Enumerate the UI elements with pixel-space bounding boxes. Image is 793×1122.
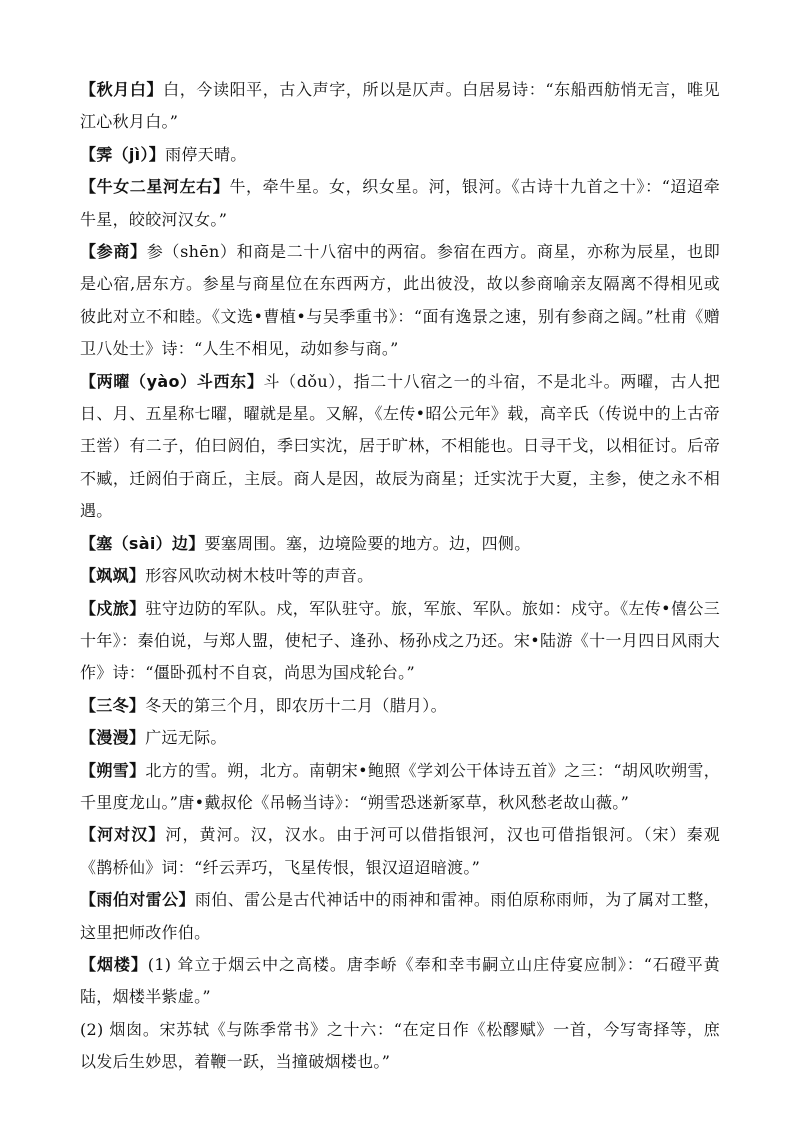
entry-text: 雨停天晴。 <box>165 144 247 164</box>
entry-term: 【参商】 <box>80 242 147 262</box>
entry-text: 斗（dǒu），指二十八宿之一的斗宿，不是北斗。两曜，古人把日、月、五星称七曜，曜就是星。又解，《左传•昭公元年》载，高辛氏（传说中的上古帝王喾）有二子，伯曰阏伯，季曰实沈，居于旷林，不相能也。日寻干戈，以相征讨。后帝不臧，迁阏伯于商丘，主辰。商人是因，故辰为商星；迁实沈于大夏，主参，使之永不相遇。 <box>80 371 720 521</box>
entry-term: 【塞（sài）边】 <box>80 533 205 553</box>
entry-yubo <box>80 884 720 949</box>
entry-term: 【戍旅】 <box>80 598 146 618</box>
entry-niunv <box>80 171 720 236</box>
entry-term: 【两曜（yào）斗西东】 <box>80 371 264 391</box>
entry-text: 白，今读阳平，古入声字，所以是仄声。白居易诗：“东船西舫悄无言，唯见江心秋月白。” <box>80 80 720 132</box>
entry-shulv <box>80 593 720 690</box>
document-page <box>80 74 720 1079</box>
entry-term: 【三冬】 <box>80 695 146 715</box>
entry-shuoxue <box>80 755 720 820</box>
entry-term: 【雨伯对雷公】 <box>80 890 195 910</box>
entry-yanlou-2 <box>80 1014 720 1079</box>
entry-text: 驻守边防的军队。戍，军队驻守。旅，军旅、军队。旅如：戍守。《左传•僖公三十年》：秦伯说，与郑人盟，使杞子、逢孙、杨孙戍之乃还。宋•陆游《十一月四日风雨大作》诗：“僵卧孤村不自哀，尚思为国戍轮台。” <box>80 598 720 683</box>
entry-text: 要塞周围。塞，边境险要的地方。边，四侧。 <box>204 533 531 553</box>
entry-sandong <box>80 690 720 722</box>
entry-liangyao <box>80 366 720 528</box>
entry-text: (1) 耸立于烟云中之高楼。唐李峤《奉和幸韦嗣立山庄侍宴应制》：“石磴平黄陆，烟楼半紫虚。” <box>80 954 721 1007</box>
entry-term: 【朔雪】 <box>80 760 146 780</box>
entry-saibian <box>80 528 720 560</box>
entry-sasa <box>80 560 720 592</box>
entry-text: 雨伯、雷公是古代神话中的雨神和雷神。雨伯原称雨师，为了属对工整，这里把师改作伯。 <box>80 890 720 942</box>
entry-text: 北方的雪。朔，北方。南朝宋•鲍照《学刘公干体诗五首》之三：“胡风吹朔雪，千里度龙山。”唐•戴叔伦《吊畅当诗》：“朔雪恐迷新冢草，秋风愁老故山薇。” <box>80 760 721 812</box>
entry-text: 形容风吹动树木枝叶等的声音。 <box>145 566 374 586</box>
entry-text: (2) 烟囱。宋苏轼《与陈季常书》之十六：“在定日作《松醪赋》一首，今写寄择等，庶以发后生妙思，着鞭一跃，当撞破烟楼也。” <box>80 1019 720 1072</box>
entry-shenshang <box>80 236 720 366</box>
entry-term: 【飒飒】 <box>80 566 146 586</box>
entry-text: 冬天的第三个月，即农历十二月（腊月）。 <box>145 695 447 715</box>
entry-text: 参（shēn）和商是二十八宿中的两宿。参宿在西方。商星，亦称为辰星，也即是心宿,居东方。参星与商星位在东西两方，此出彼没，故以参商喻亲友隔离不得相见或彼此对立不和睦。《文选•曹植•与吴季重书》：“面有逸景之速，别有参商之阔。”杜甫《赠卫八处士》诗：“人生不相见，动如参与商。” <box>80 242 721 359</box>
entry-term: 【霁（jì）】 <box>80 144 166 164</box>
entry-term: 【秋月白】 <box>80 80 164 99</box>
entry-qiuyuebai <box>80 74 720 139</box>
entry-ji <box>80 139 720 171</box>
entry-text: 广远无际。 <box>145 728 227 748</box>
entry-term: 【烟楼】 <box>80 954 148 974</box>
entry-term: 【河对汉】 <box>80 825 166 845</box>
entry-manman <box>80 722 720 754</box>
entry-yanlou <box>80 949 720 1014</box>
entry-heduihan <box>80 819 720 884</box>
entry-text: 牛，牵牛星。女，织女星。河，银河。《古诗十九首之十》：“迢迢牵牛星，皎皎河汉女。” <box>80 177 721 229</box>
entry-term: 【牛女二星河左右】 <box>80 177 230 197</box>
entry-term: 【漫漫】 <box>80 728 146 748</box>
entry-text: 河，黄河。汉，汉水。由于河可以借指银河，汉也可借指银河。（宋）秦观《鹊桥仙》词：“纤云弄巧，飞星传恨，银汉迢迢暗渡。” <box>80 825 720 877</box>
